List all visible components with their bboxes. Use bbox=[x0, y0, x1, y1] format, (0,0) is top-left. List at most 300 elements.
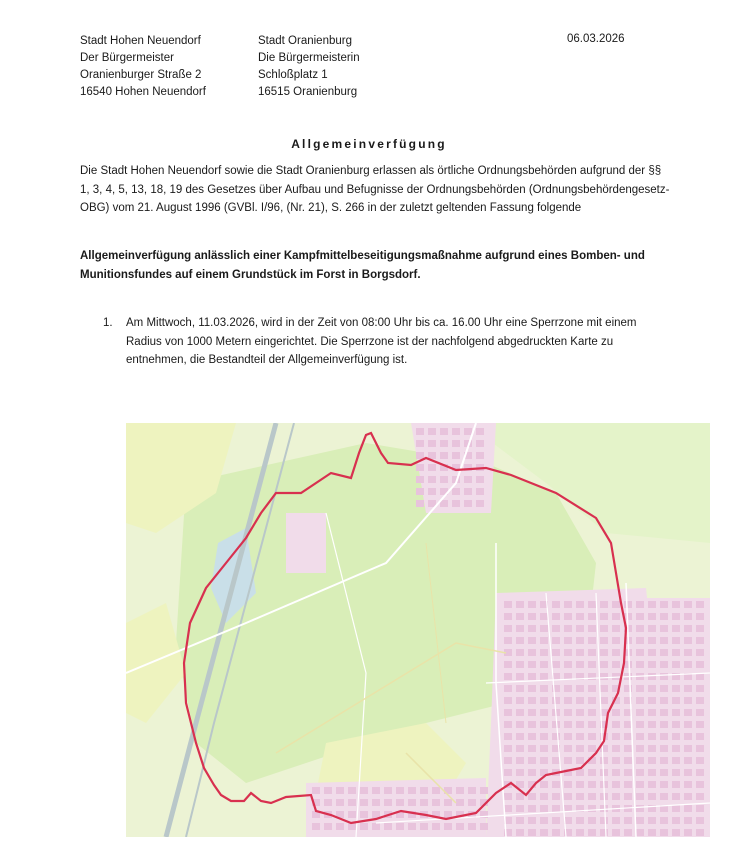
house-block bbox=[636, 697, 644, 704]
house-block bbox=[684, 601, 692, 608]
house-block bbox=[588, 769, 596, 776]
house-block bbox=[696, 613, 704, 620]
house-block bbox=[468, 823, 476, 830]
house-block bbox=[576, 817, 584, 824]
house-block bbox=[648, 733, 656, 740]
house-block bbox=[576, 637, 584, 644]
house-block bbox=[528, 793, 536, 800]
house-block bbox=[476, 488, 484, 495]
house-block bbox=[552, 649, 560, 656]
house-block bbox=[576, 733, 584, 740]
house-block bbox=[660, 721, 668, 728]
house-block bbox=[416, 488, 424, 495]
house-block bbox=[576, 793, 584, 800]
house-block bbox=[600, 829, 608, 836]
house-block bbox=[624, 769, 632, 776]
house-block bbox=[660, 817, 668, 824]
house-block bbox=[420, 799, 428, 806]
house-block bbox=[672, 829, 680, 836]
house-block bbox=[612, 613, 620, 620]
house-block bbox=[552, 697, 560, 704]
house-block bbox=[464, 500, 472, 507]
house-block bbox=[612, 793, 620, 800]
house-block bbox=[588, 829, 596, 836]
house-block bbox=[612, 817, 620, 824]
house-block bbox=[528, 673, 536, 680]
house-block bbox=[660, 733, 668, 740]
house-block bbox=[416, 428, 424, 435]
house-block bbox=[696, 745, 704, 752]
house-block bbox=[416, 500, 424, 507]
sender-left-line: Stadt Hohen Neuendorf bbox=[80, 35, 201, 47]
house-block bbox=[552, 817, 560, 824]
house-block bbox=[636, 601, 644, 608]
house-block bbox=[696, 781, 704, 788]
house-block bbox=[552, 661, 560, 668]
house-block bbox=[540, 709, 548, 716]
house-block bbox=[516, 769, 524, 776]
house-block bbox=[696, 793, 704, 800]
house-block bbox=[636, 613, 644, 620]
sender-left-line: Oranienburger Straße 2 bbox=[80, 69, 202, 81]
house-block bbox=[540, 829, 548, 836]
house-block bbox=[576, 625, 584, 632]
house-block bbox=[432, 799, 440, 806]
house-block bbox=[612, 829, 620, 836]
house-block bbox=[600, 661, 608, 668]
house-block bbox=[428, 452, 436, 459]
house-block bbox=[372, 787, 380, 794]
house-block bbox=[476, 440, 484, 447]
house-block bbox=[528, 625, 536, 632]
house-block bbox=[696, 601, 704, 608]
house-block bbox=[612, 769, 620, 776]
house-block bbox=[504, 673, 512, 680]
house-block bbox=[528, 817, 536, 824]
house-block bbox=[384, 799, 392, 806]
house-block bbox=[636, 625, 644, 632]
house-block bbox=[504, 733, 512, 740]
house-block bbox=[636, 757, 644, 764]
house-block bbox=[516, 697, 524, 704]
house-block bbox=[672, 709, 680, 716]
house-block bbox=[588, 697, 596, 704]
house-block bbox=[588, 601, 596, 608]
house-block bbox=[564, 781, 572, 788]
house-block bbox=[660, 613, 668, 620]
house-block bbox=[540, 805, 548, 812]
house-block bbox=[672, 625, 680, 632]
house-block bbox=[516, 721, 524, 728]
house-block bbox=[552, 601, 560, 608]
house-block bbox=[576, 649, 584, 656]
house-block bbox=[576, 613, 584, 620]
house-block bbox=[440, 440, 448, 447]
house-block bbox=[540, 673, 548, 680]
house-block bbox=[528, 709, 536, 716]
house-block bbox=[504, 769, 512, 776]
house-block bbox=[696, 661, 704, 668]
house-block bbox=[612, 781, 620, 788]
house-block bbox=[612, 745, 620, 752]
house-block bbox=[360, 811, 368, 818]
house-block bbox=[312, 823, 320, 830]
house-block bbox=[408, 787, 416, 794]
house-block bbox=[528, 601, 536, 608]
house-block bbox=[528, 613, 536, 620]
house-block bbox=[432, 787, 440, 794]
house-block bbox=[600, 685, 608, 692]
house-block bbox=[660, 709, 668, 716]
house-block bbox=[480, 823, 488, 830]
house-block bbox=[396, 799, 404, 806]
house-block bbox=[516, 709, 524, 716]
house-block bbox=[528, 757, 536, 764]
house-block bbox=[552, 757, 560, 764]
house-block bbox=[588, 685, 596, 692]
house-block bbox=[660, 685, 668, 692]
house-block bbox=[336, 823, 344, 830]
house-block bbox=[564, 637, 572, 644]
house-block bbox=[540, 781, 548, 788]
house-block bbox=[696, 697, 704, 704]
house-block bbox=[648, 685, 656, 692]
house-block bbox=[576, 709, 584, 716]
house-block bbox=[672, 793, 680, 800]
house-block bbox=[528, 649, 536, 656]
sender-left-line: 16540 Hohen Neuendorf bbox=[80, 86, 206, 98]
house-block bbox=[636, 793, 644, 800]
house-block bbox=[648, 637, 656, 644]
house-block bbox=[456, 799, 464, 806]
house-block bbox=[444, 823, 452, 830]
house-block bbox=[504, 805, 512, 812]
house-block bbox=[600, 625, 608, 632]
house-block bbox=[416, 440, 424, 447]
intro-paragraph: Die Stadt Hohen Neuendorf sowie die Stadt Oranienburg erlassen als örtliche Ordnungsbehörden aufgrund der §§ 1, 3, 4, 5, 13, 18, 19 des Gesetzes über Aufbau und Befugnisse der Ordnungsbehörden (Ordnungsbehördengesetz-OBG) vom 21. August 1996 (GVBl. I/96, (Nr. 21), S. 266 in der zuletzt geltenden Fassung folgende bbox=[80, 165, 670, 214]
house-block bbox=[576, 781, 584, 788]
house-block bbox=[660, 661, 668, 668]
house-block bbox=[324, 799, 332, 806]
house-block bbox=[648, 769, 656, 776]
house-block bbox=[672, 805, 680, 812]
house-block bbox=[516, 649, 524, 656]
house-block bbox=[588, 661, 596, 668]
house-block bbox=[648, 673, 656, 680]
house-block bbox=[416, 476, 424, 483]
house-block bbox=[528, 661, 536, 668]
house-block bbox=[660, 637, 668, 644]
house-block bbox=[672, 757, 680, 764]
house-block bbox=[552, 637, 560, 644]
house-block bbox=[636, 649, 644, 656]
house-block bbox=[648, 745, 656, 752]
house-block bbox=[504, 745, 512, 752]
house-block bbox=[672, 661, 680, 668]
house-block bbox=[324, 787, 332, 794]
house-block bbox=[588, 613, 596, 620]
house-block bbox=[452, 488, 460, 495]
house-block bbox=[648, 721, 656, 728]
house-block bbox=[476, 500, 484, 507]
house-block bbox=[384, 787, 392, 794]
house-block bbox=[552, 625, 560, 632]
house-block bbox=[440, 428, 448, 435]
house-block bbox=[552, 793, 560, 800]
house-block bbox=[312, 787, 320, 794]
house-block bbox=[528, 805, 536, 812]
house-block bbox=[452, 500, 460, 507]
house-block bbox=[504, 793, 512, 800]
house-block bbox=[564, 685, 572, 692]
house-block bbox=[636, 781, 644, 788]
house-block bbox=[612, 637, 620, 644]
exclusion-zone-map bbox=[126, 423, 710, 837]
house-block bbox=[600, 649, 608, 656]
house-block bbox=[420, 823, 428, 830]
house-block bbox=[624, 757, 632, 764]
house-block bbox=[696, 817, 704, 824]
house-block bbox=[588, 817, 596, 824]
house-block bbox=[684, 769, 692, 776]
house-block bbox=[672, 601, 680, 608]
house-block bbox=[504, 625, 512, 632]
house-block bbox=[684, 757, 692, 764]
house-block bbox=[464, 428, 472, 435]
house-block bbox=[552, 733, 560, 740]
house-block bbox=[440, 452, 448, 459]
house-block bbox=[540, 625, 548, 632]
house-block bbox=[636, 805, 644, 812]
settlement-nw bbox=[286, 513, 326, 573]
map-svg bbox=[126, 423, 710, 837]
house-block bbox=[408, 823, 416, 830]
house-block bbox=[684, 637, 692, 644]
house-block bbox=[348, 787, 356, 794]
house-block bbox=[416, 452, 424, 459]
house-block bbox=[660, 625, 668, 632]
house-block bbox=[600, 757, 608, 764]
house-block bbox=[660, 781, 668, 788]
house-block bbox=[552, 613, 560, 620]
house-block bbox=[636, 709, 644, 716]
house-block bbox=[600, 817, 608, 824]
house-block bbox=[648, 697, 656, 704]
house-block bbox=[480, 787, 488, 794]
house-block bbox=[504, 697, 512, 704]
house-block bbox=[564, 649, 572, 656]
house-block bbox=[576, 661, 584, 668]
house-block bbox=[612, 721, 620, 728]
house-block bbox=[588, 625, 596, 632]
house-block bbox=[456, 823, 464, 830]
house-block bbox=[684, 793, 692, 800]
house-block bbox=[624, 781, 632, 788]
house-block bbox=[476, 476, 484, 483]
house-block bbox=[372, 823, 380, 830]
house-block bbox=[540, 721, 548, 728]
house-block bbox=[360, 823, 368, 830]
house-block bbox=[588, 649, 596, 656]
house-block bbox=[588, 709, 596, 716]
house-block bbox=[600, 601, 608, 608]
document-date: 06.03.2026 bbox=[567, 33, 625, 45]
house-block bbox=[516, 793, 524, 800]
house-block bbox=[588, 805, 596, 812]
house-block bbox=[396, 823, 404, 830]
sender-left-address bbox=[80, 33, 206, 101]
house-block bbox=[348, 811, 356, 818]
house-block bbox=[624, 829, 632, 836]
house-block bbox=[564, 733, 572, 740]
house-block bbox=[564, 697, 572, 704]
house-block bbox=[648, 829, 656, 836]
house-block bbox=[552, 829, 560, 836]
house-block bbox=[684, 805, 692, 812]
house-block bbox=[696, 757, 704, 764]
house-block bbox=[648, 817, 656, 824]
house-block bbox=[696, 829, 704, 836]
house-block bbox=[516, 829, 524, 836]
house-block bbox=[648, 709, 656, 716]
house-block bbox=[636, 721, 644, 728]
house-block bbox=[348, 823, 356, 830]
sender-right-line: 16515 Oranienburg bbox=[258, 86, 358, 98]
house-block bbox=[636, 745, 644, 752]
house-block bbox=[684, 685, 692, 692]
house-block bbox=[684, 817, 692, 824]
house-block bbox=[624, 733, 632, 740]
house-block bbox=[696, 709, 704, 716]
house-block bbox=[624, 745, 632, 752]
house-block bbox=[648, 625, 656, 632]
house-block bbox=[464, 488, 472, 495]
house-block bbox=[360, 799, 368, 806]
house-block bbox=[464, 476, 472, 483]
house-block bbox=[660, 649, 668, 656]
house-block bbox=[416, 464, 424, 471]
house-block bbox=[648, 613, 656, 620]
house-block bbox=[428, 488, 436, 495]
house-block bbox=[516, 757, 524, 764]
sender-right-line: Schloßplatz 1 bbox=[258, 69, 328, 81]
house-block bbox=[336, 787, 344, 794]
house-block bbox=[360, 787, 368, 794]
house-block bbox=[564, 745, 572, 752]
house-block bbox=[516, 745, 524, 752]
house-block bbox=[576, 685, 584, 692]
house-block bbox=[660, 757, 668, 764]
house-block bbox=[528, 733, 536, 740]
house-block bbox=[612, 601, 620, 608]
house-block bbox=[452, 440, 460, 447]
house-block bbox=[540, 817, 548, 824]
house-block bbox=[540, 793, 548, 800]
house-block bbox=[624, 601, 632, 608]
sender-left-line: Der Bürgermeister bbox=[80, 52, 174, 64]
house-block bbox=[684, 721, 692, 728]
house-block bbox=[504, 613, 512, 620]
house-block bbox=[648, 793, 656, 800]
house-block bbox=[576, 601, 584, 608]
house-block bbox=[648, 757, 656, 764]
house-block bbox=[552, 781, 560, 788]
house-block bbox=[528, 829, 536, 836]
house-block bbox=[672, 613, 680, 620]
house-block bbox=[696, 649, 704, 656]
house-block bbox=[348, 799, 356, 806]
house-block bbox=[516, 601, 524, 608]
house-block bbox=[612, 733, 620, 740]
house-block bbox=[624, 661, 632, 668]
house-block bbox=[384, 823, 392, 830]
house-block bbox=[540, 637, 548, 644]
house-block bbox=[672, 649, 680, 656]
house-block bbox=[684, 745, 692, 752]
house-block bbox=[564, 793, 572, 800]
house-block bbox=[672, 733, 680, 740]
house-block bbox=[672, 685, 680, 692]
house-block bbox=[540, 613, 548, 620]
house-block bbox=[576, 757, 584, 764]
house-block bbox=[564, 709, 572, 716]
house-block bbox=[336, 799, 344, 806]
house-block bbox=[516, 685, 524, 692]
house-block bbox=[576, 745, 584, 752]
house-block bbox=[564, 661, 572, 668]
house-block bbox=[504, 661, 512, 668]
house-block bbox=[452, 452, 460, 459]
house-block bbox=[684, 829, 692, 836]
settlement-east bbox=[646, 598, 710, 837]
house-block bbox=[504, 721, 512, 728]
house-block bbox=[696, 805, 704, 812]
house-block bbox=[672, 637, 680, 644]
house-block bbox=[528, 697, 536, 704]
house-block bbox=[672, 817, 680, 824]
house-block bbox=[516, 637, 524, 644]
order-headline: Allgemeinverfügung anlässlich einer Kampfmittelbeseitigungsmaßnahme aufgrund eines Bomben- und Munitionsfundes auf einem Grundstück im Forst in Borgsdorf. bbox=[80, 250, 645, 281]
house-block bbox=[696, 625, 704, 632]
house-block bbox=[504, 601, 512, 608]
house-block bbox=[600, 673, 608, 680]
house-block bbox=[612, 625, 620, 632]
house-block bbox=[684, 781, 692, 788]
house-block bbox=[600, 637, 608, 644]
house-block bbox=[564, 625, 572, 632]
house-block bbox=[624, 817, 632, 824]
house-block bbox=[684, 613, 692, 620]
house-block bbox=[696, 733, 704, 740]
house-block bbox=[504, 757, 512, 764]
house-block bbox=[456, 787, 464, 794]
house-block bbox=[552, 805, 560, 812]
house-block bbox=[516, 613, 524, 620]
house-block bbox=[476, 428, 484, 435]
house-block bbox=[540, 733, 548, 740]
house-block bbox=[564, 613, 572, 620]
house-block bbox=[576, 697, 584, 704]
sender-right-line: Stadt Oranienburg bbox=[258, 35, 352, 47]
house-block bbox=[624, 793, 632, 800]
house-block bbox=[564, 757, 572, 764]
house-block bbox=[564, 721, 572, 728]
house-block bbox=[672, 721, 680, 728]
house-block bbox=[504, 709, 512, 716]
house-block bbox=[576, 829, 584, 836]
house-block bbox=[636, 829, 644, 836]
house-block bbox=[516, 625, 524, 632]
